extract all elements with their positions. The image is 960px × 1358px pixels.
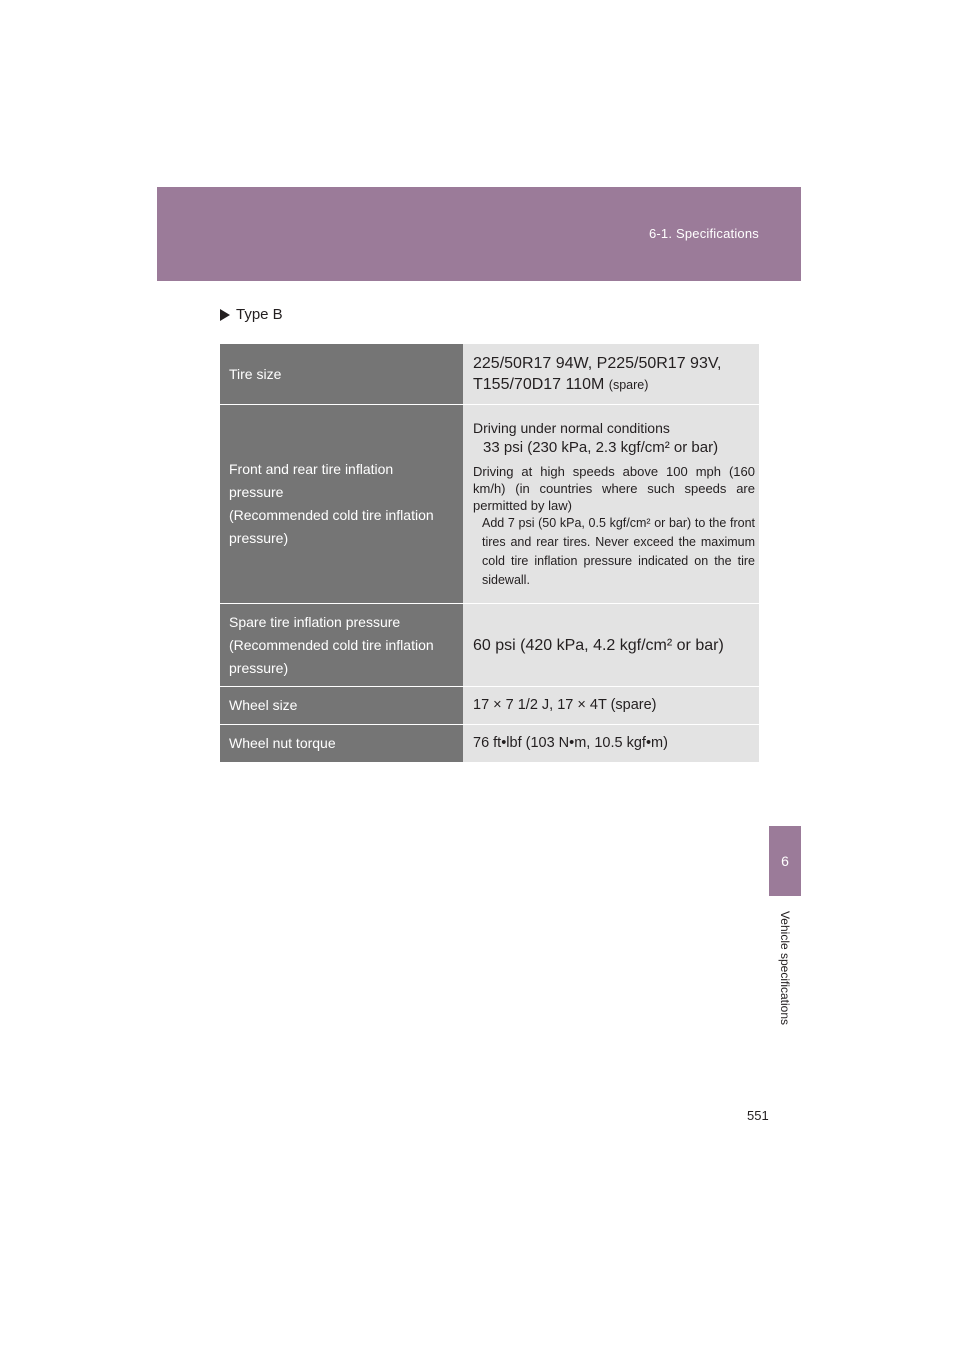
triangle-bullet-icon — [220, 309, 230, 321]
row-label: Tire size — [220, 344, 463, 405]
table-row — [220, 604, 759, 687]
label-line: pressure — [229, 484, 284, 500]
row-value — [463, 344, 759, 405]
row-label — [220, 405, 463, 604]
type-heading-text: Type B — [236, 306, 283, 323]
type-heading — [220, 306, 283, 323]
table-row — [220, 344, 759, 405]
label-line: Spare tire inflation pressure — [229, 613, 401, 630]
spec-table — [220, 344, 759, 763]
section-title: 6-1. Specifications — [648, 226, 759, 241]
high-speed-condition-value: Add 7 psi (50 kPa, 0.5 kgf/cm² or bar) to the front tires and rear tires. Never exceed the maximum cold tire inflation pressure indicated on the tire sidewall. — [482, 515, 755, 587]
row-value: 17 × 7 1/2 J, 17 × 4T (spare) — [463, 687, 759, 725]
normal-condition: Driving under normal conditions — [473, 419, 670, 436]
label-line: pressure) — [229, 530, 289, 546]
tire-size-line1: 225/50R17 94W, P225/50R17 93V, — [473, 354, 722, 372]
label-line: Front and rear tire inflation — [229, 461, 394, 477]
tire-size-spare: T155/70D17 110M — [473, 375, 605, 393]
row-value: 60 psi (420 kPa, 4.2 kgf/cm² or bar) — [463, 604, 759, 687]
table-row — [220, 725, 759, 763]
chapter-label: Vehicle specifications — [778, 910, 792, 1026]
chapter-tab[interactable] — [769, 826, 801, 896]
normal-condition-value: 33 psi (230 kPa, 2.3 kgf/cm² or bar) — [483, 438, 719, 456]
row-label — [220, 604, 463, 687]
tire-size-line2 — [473, 374, 755, 396]
row-value: 76 ft•lbf (103 N•m, 10.5 kgf•m) — [463, 725, 759, 763]
row-label: Wheel nut torque — [220, 725, 463, 763]
table-row — [220, 687, 759, 725]
chapter-number: 6 — [781, 853, 789, 869]
high-speed-condition: Driving at high speeds above 100 mph (160 km/h) (in countries where such speeds are permitted by law) — [473, 463, 755, 513]
page-number: 551 — [747, 1108, 769, 1123]
table-row — [220, 405, 759, 604]
label-line: pressure) — [229, 659, 289, 676]
label-line: (Recommended cold tire inflation — [229, 636, 434, 653]
row-value — [463, 405, 759, 604]
row-label: Wheel size — [220, 687, 463, 725]
label-line: (Recommended cold tire inflation — [229, 507, 434, 523]
tire-size-note: (spare) — [608, 377, 649, 392]
header-band — [157, 187, 801, 281]
